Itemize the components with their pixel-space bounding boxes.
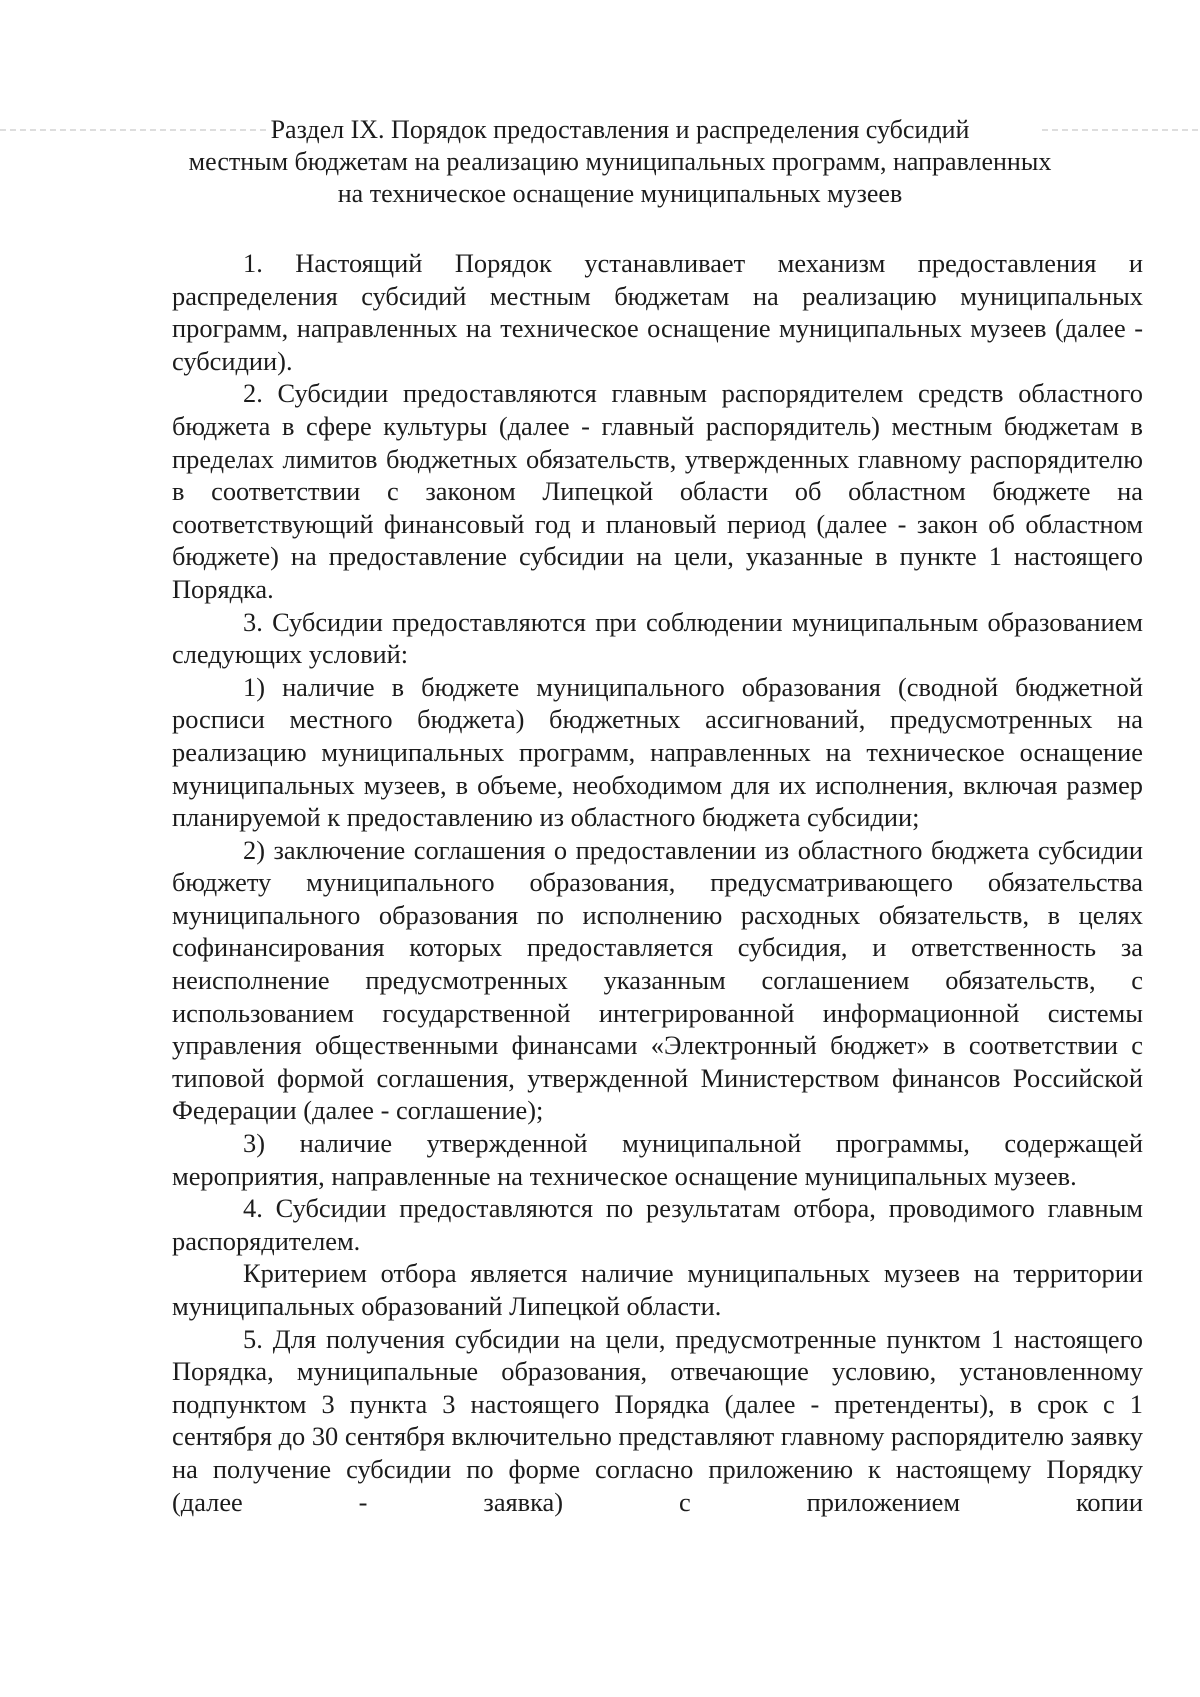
paragraph-3: 3. Субсидии предоставляются при соблюдении муниципальным образованием следующих условий: (172, 606, 1143, 670)
paragraph-4-criterion: Критерием отбора является наличие муниципальных музеев на территории муниципальных образований Липецкой области. (172, 1258, 1143, 1321)
heading-line-3: на техническое оснащение муниципальных музеев (337, 179, 903, 208)
paragraph-1: 1. Настоящий Порядок устанавливает механизм предоставления и распределения субсидий местным бюджетам на реализацию муниципальных программ, направленных на техническое оснащение муниципальных музеев (далее - субсидии). (172, 248, 1143, 376)
paragraph-4: 4. Субсидии предоставляются по результатам отбора, проводимого главным распорядителем. (172, 1193, 1143, 1256)
section-heading (150, 114, 1090, 210)
paragraph-3-3: 3) наличие утвержденной муниципальной программы, содержащей мероприятия, направленные на техническое оснащение муниципальных музеев. (172, 1128, 1143, 1191)
paragraph-3-1: 1) наличие в бюджете муниципального образования (сводной бюджетной росписи местного бюджета) бюджетных ассигнований, предусмотренных на реализацию муниципальных программ, направленных на техническое оснащение муниципальных музеев, в объеме, необходимом для их исполнения, включая размер планируемой к предоставлению из областного бюджета субсидии; (172, 671, 1143, 833)
paragraph-2: 2. Субсидии предоставляются главным распорядителем средств областного бюджета в сфере культуры (далее - главный распорядитель) местным бюджетам в пределах лимитов бюджетных обязательств, утвержденных главному распорядителю в соответствии с законом Липецкой области об областном бюджете на соответствующий финансовый год и плановый период (далее - закон об областном бюджете) на предоставление субсидии на цели, указанные в пункте 1 настоящего Порядка. (172, 378, 1143, 604)
document-body (172, 247, 1143, 1518)
heading-line-2: местным бюджетам на реализацию муниципальных программ, направленных (188, 147, 1052, 176)
heading-line-1: Раздел IX. Порядок предоставления и распределения субсидий (270, 115, 970, 144)
paragraph-3-2: 2) заключение соглашения о предоставлении из областного бюджета субсидии бюджету муниципального образования, предусматривающего обязательства муниципального образования по исполнению расходных обязательств, в целях софинансирования которых предоставляется субсидия, и ответственность за неисполнение предусмотренных указанным соглашением обязательств, с использованием государственной интегрированной информационной системы управления общественными финансами «Электронный бюджет» в соответствии с типовой формой соглашения, утвержденной Министерством финансов Российской Федерации (далее - соглашение); (172, 834, 1143, 1126)
paragraph-5: 5. Для получения субсидии на цели, предусмотренные пунктом 1 настоящего Порядка, муниципальные образования, отвечающие условию, установленному подпунктом 3 пункта 3 настоящего Порядка (далее - претенденты), в срок с 1 сентября до 30 сентября включительно представляют главному распорядителю заявку на получение субсидии по форме согласно приложению к настоящему Порядку (далее - заявка) с приложением копии (172, 1323, 1143, 1517)
